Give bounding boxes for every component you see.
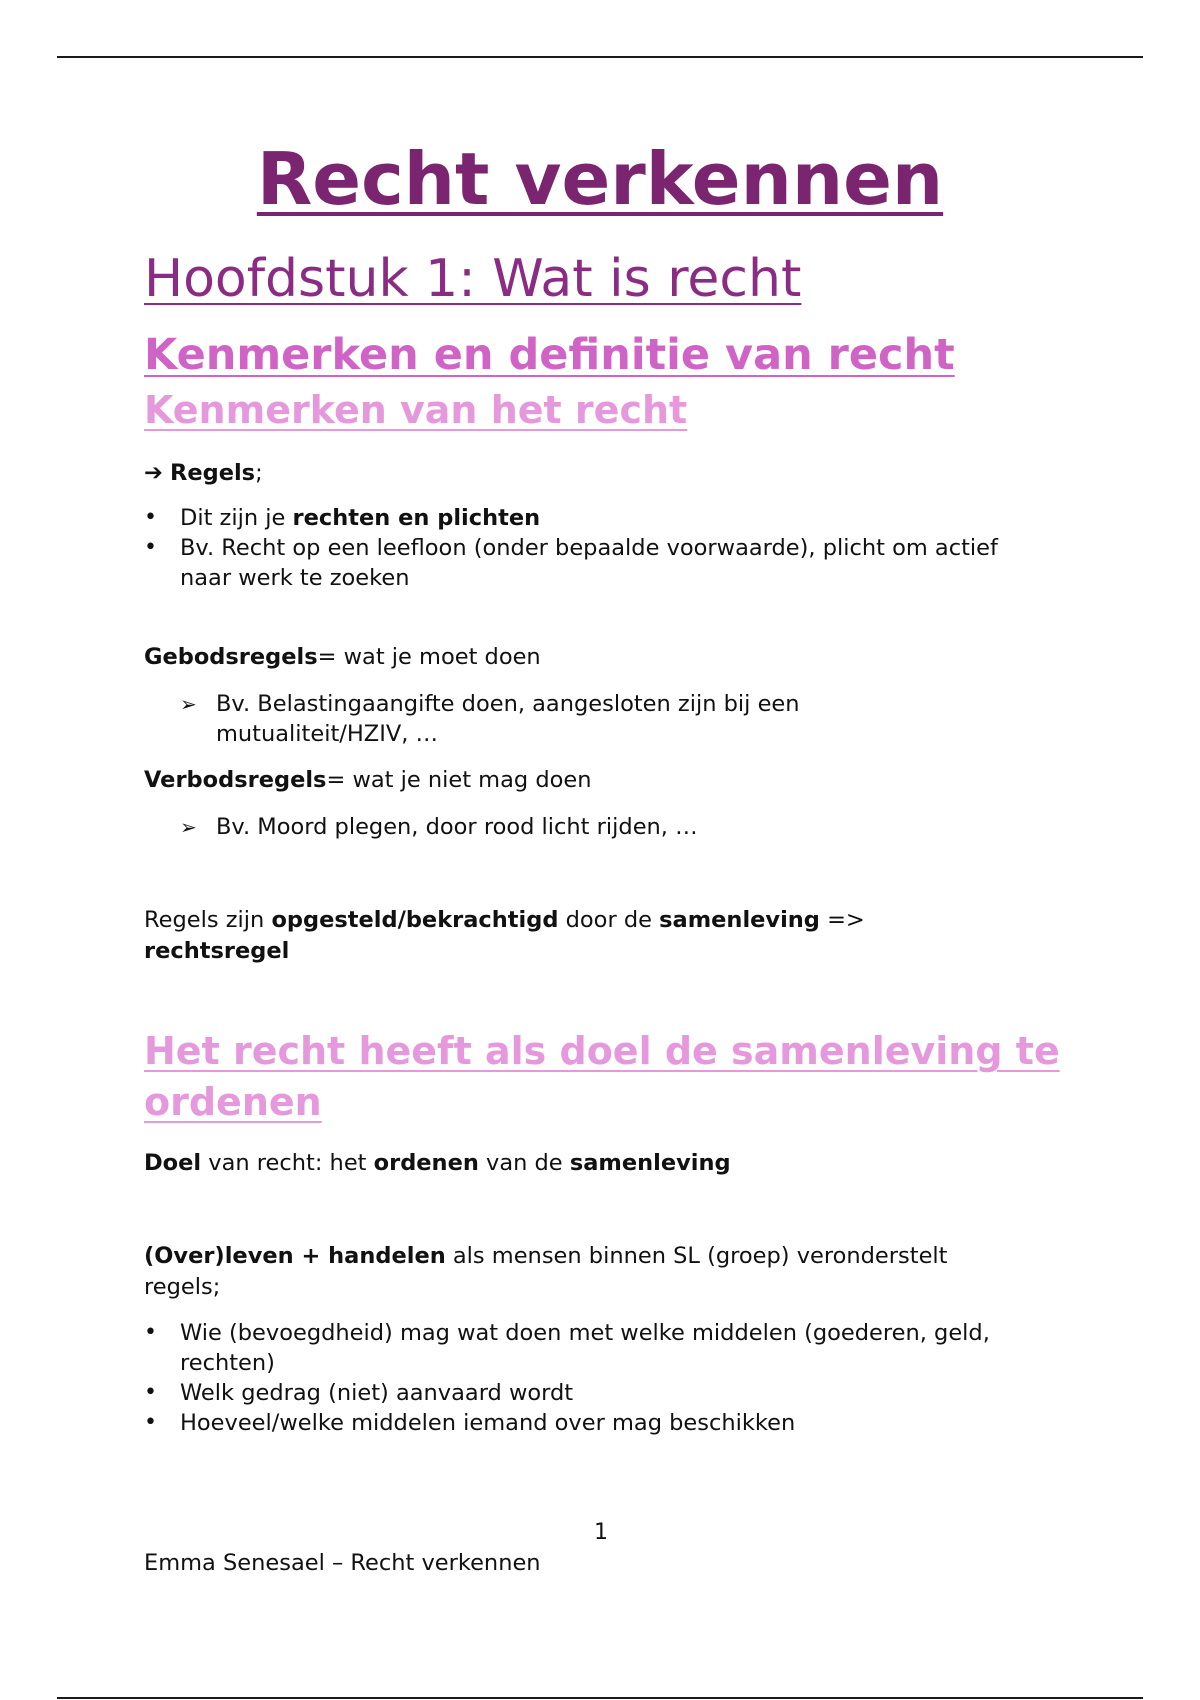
gebodsregels-line: Gebodsregels= wat je moet doen <box>144 644 541 670</box>
verbodsregels-line: Verbodsregels= wat je niet mag doen <box>144 767 592 793</box>
regels-line: ➔ Regels; <box>144 460 263 486</box>
overleven-paragraph: (Over)leven + handelen als mensen binnen SL (groep) veronderstelt regels; <box>144 1243 948 1300</box>
footer-rule <box>57 1697 1143 1699</box>
header-rule <box>57 56 1143 58</box>
arrow-bullet-icon: ➢ <box>180 692 197 716</box>
document-title: Recht verkennen <box>256 137 944 221</box>
section-heading: Kenmerken en definitie van recht <box>144 330 955 380</box>
list-item: ➢ Bv. Moord plegen, door rood licht rijden, … <box>180 814 698 840</box>
chapter-heading: Hoofdstuk 1: Wat is recht <box>144 249 802 309</box>
arrow-icon: ➔ <box>144 460 163 486</box>
rechtsregel-paragraph: Regels zijn opgesteld/bekrachtigd door de samenleving => rechtsregel <box>144 907 865 964</box>
bullet-icon: • <box>144 505 157 530</box>
bullet-icon: • <box>144 1380 157 1405</box>
list-item: • Hoeveel/welke middelen iemand over mag beschikken <box>144 1410 796 1436</box>
overleven-list <box>144 1318 1064 1438</box>
list-item: • Welk gedrag (niet) aanvaard wordt <box>144 1380 574 1406</box>
verbod-example-list <box>144 812 944 842</box>
list-item: • Dit zijn je rechten en plichten <box>144 505 541 531</box>
doel-paragraph: Doel van recht: het ordenen van de samenleving <box>144 1150 731 1176</box>
list-item: • Bv. Recht op een leefloon (onder bepaalde voorwaarde), plicht om actief naar werk te zoeken <box>144 535 998 591</box>
list-item: • Wie (bevoegdheid) mag wat doen met welke middelen (goederen, geld, rechten) <box>144 1320 990 1376</box>
bullet-icon: • <box>144 535 157 560</box>
regels-list <box>144 503 1004 593</box>
page-number: 1 <box>594 1520 608 1545</box>
bullet-icon: • <box>144 1320 157 1345</box>
list-item: ➢ Bv. Belastingaangifte doen, aangesloten zijn bij een mutualiteit/HZIV, … <box>180 691 800 747</box>
arrow-bullet-icon: ➢ <box>180 815 197 839</box>
subsection-heading-doel: Het recht heeft als doel de samenleving te ordenen <box>144 1029 1060 1124</box>
footer-text: Emma Senesael – Recht verkennen <box>144 1550 541 1576</box>
gebod-example-list <box>144 689 944 749</box>
bullet-icon: • <box>144 1410 157 1435</box>
subsection-heading: Kenmerken van het recht <box>144 388 688 432</box>
